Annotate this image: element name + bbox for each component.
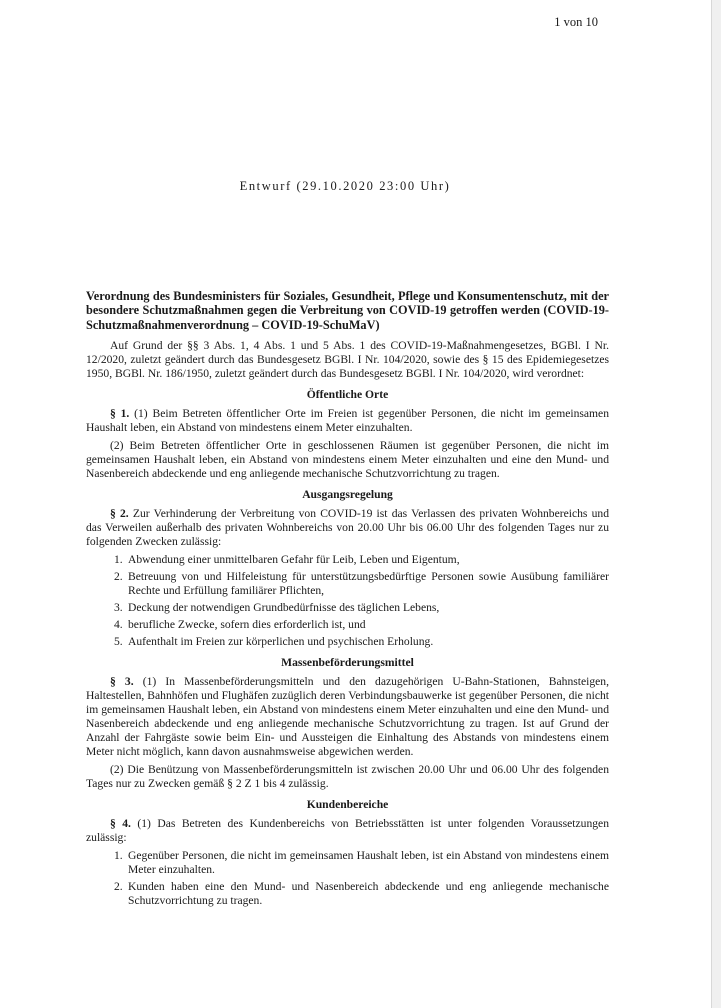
document-body <box>86 289 609 912</box>
section1-p1-text: (1) Beim Betreten öffentlicher Orte im Freien ist gegenüber Personen, die nicht im gemeinsamen Haushalt leben, ein Abstand von mindestens einem Meter einzuhalten. <box>86 406 609 434</box>
list-item-number: 5. <box>114 634 123 648</box>
list-item-number: 2. <box>114 569 123 583</box>
list-item-text: Gegenüber Personen, die nicht im gemeinsamen Haushalt leben, ist ein Abstand von mindestens einem Meter einzuhalten. <box>128 848 609 876</box>
section4-p1-text: (1) Das Betreten des Kundenbereichs von Betriebsstätten ist unter folgenden Voraussetzungen zulässig: <box>86 816 609 844</box>
preamble: Auf Grund der §§ 3 Abs. 1, 4 Abs. 1 und 5 Abs. 1 des COVID-19-Maßnahmengesetzes, BGBl. I Nr. 12/2020, zuletzt geändert durch das Bundesgesetz BGBl. I Nr. 104/2020, sowie des § 15 des Epidemiegesetzes 1950, BGBl. Nr. 186/1950, zuletzt geändert durch das Bundesgesetz BGBl. I Nr. 104/2020, wird verordnet: <box>86 338 609 380</box>
list-item-number: 2. <box>114 879 123 893</box>
list-item <box>86 618 609 632</box>
section2-p1-text: Zur Verhinderung der Verbreitung von COVID-19 ist das Verlassen des privaten Wohnbereichs und das Verweilen außerhalb des privaten Wohnbereichs von 20.00 Uhr bis 06.00 Uhr des folgenden Tages nur zu folgenden Zwecken zulässig: <box>86 506 609 548</box>
section-heading-public-places: Öffentliche Orte <box>306 387 389 401</box>
section2-paragraph1 <box>86 507 609 549</box>
list-item <box>86 553 609 567</box>
section3-paragraph1 <box>86 675 609 759</box>
list-item <box>86 601 609 615</box>
section-mark: § 1. <box>110 406 130 420</box>
list-item-text: Betreuung von und Hilfeleistung für unterstützungsbedürftige Personen sowie Ausübung familiärer Rechte und Erfüllung familiärer Pflichten, <box>128 569 609 597</box>
regulation-title: Verordnung des Bundesministers für Soziales, Gesundheit, Pflege und Konsumentenschutz, mit der besondere Schutzmaßnahmen gegen die Verbreitung von COVID-19 getroffen werden (COVID-19-Schutzmaßnahmenverordnung – COVID-19-SchuMaV) <box>86 289 609 332</box>
section-mark: § 3. <box>110 674 134 688</box>
section3-paragraph2: (2) Die Benützung von Massenbeförderungsmitteln ist zwischen 20.00 Uhr und 06.00 Uhr des folgenden Tages nur zu Zwecken gemäß § 2 Z 1 bis 4 zulässig. <box>86 762 609 790</box>
list-item <box>86 635 609 649</box>
list-item-number: 1. <box>114 552 123 566</box>
section1-paragraph1 <box>86 407 609 435</box>
section3-p1-text: (1) In Massenbeförderungsmitteln und den dazugehörigen U-Bahn-Stationen, Bahnsteigen, Haltestellen, Bahnhöfen und Flughäfen zuzüglich deren Verbindungsbauwerke ist gegenüber Personen, die nicht im gemeinsamen Haushalt leben, ein Abstand von mindestens einem Meter einzuhalten und eine den Mund- und Nasenbereich abdeckende und eng anliegende mechanische Schutzvorrichtung zu tragen. Ist auf Grund der Anzahl der Fahrgäste sowie beim Ein- und Aussteigen die Einhaltung des Abstands von mindestens einem Meter nicht möglich, kann davon ausnahmsweise abgewichen werden. <box>86 674 609 758</box>
draft-label: Entwurf (29.10.2020 23:00 Uhr) <box>239 179 451 193</box>
page-number: 1 von 10 <box>554 15 598 29</box>
list-item-text: Abwendung einer unmittelbaren Gefahr für Leib, Leben und Eigentum, <box>128 552 460 566</box>
section4-paragraph1 <box>86 817 609 845</box>
section1-paragraph2: (2) Beim Betreten öffentlicher Orte in geschlossenen Räumen ist gegenüber Personen, die nicht im gemeinsamen Haushalt leben, ein Abstand von mindestens einem Meter einzuhalten und eine den Mund- und Nasenbereich abdeckende und eng anliegende mechanische Schutzvorrichtung zu tragen. <box>86 438 609 480</box>
list-item-text: Aufenthalt im Freien zur körperlichen und psychischen Erholung. <box>128 634 434 648</box>
section4-list <box>86 849 609 908</box>
section-mark: § 2. <box>110 506 129 520</box>
section-heading-customer-areas: Kundenbereiche <box>306 797 389 811</box>
list-item-number: 1. <box>114 848 123 862</box>
section2-list <box>86 553 609 649</box>
section-mark: § 4. <box>110 816 131 830</box>
list-item-number: 3. <box>114 600 123 614</box>
list-item <box>86 880 609 908</box>
section-heading-mass-transit: Massenbeförderungsmittel <box>281 655 414 669</box>
list-item-text: berufliche Zwecke, sofern dies erforderlich ist, und <box>128 617 366 631</box>
list-item-text: Deckung der notwendigen Grundbedürfnisse des täglichen Lebens, <box>128 600 440 614</box>
list-item <box>86 570 609 598</box>
section-heading-curfew: Ausgangsregelung <box>302 487 393 501</box>
list-item <box>86 849 609 877</box>
list-item-number: 4. <box>114 617 123 631</box>
list-item-text: Kunden haben eine den Mund- und Nasenbereich abdeckende und eng anliegende mechanische Schutzvorrichtung zu tragen. <box>128 879 609 907</box>
